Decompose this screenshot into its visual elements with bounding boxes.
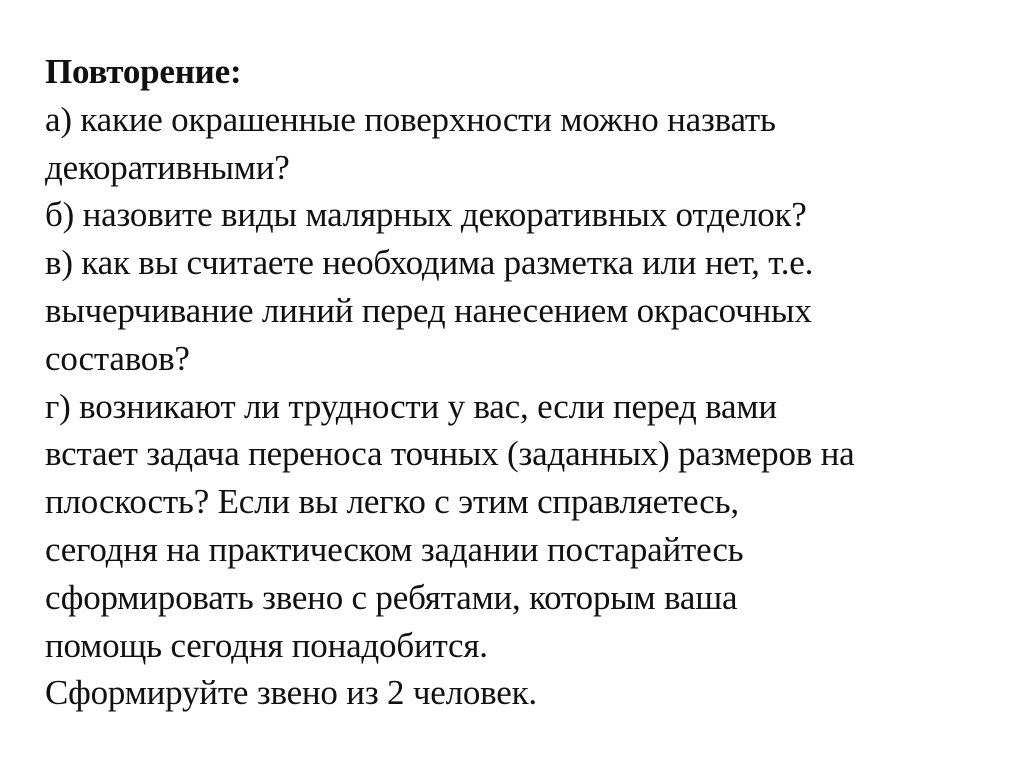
question-d-line-6: помощь сегодня понадобится. — [45, 625, 488, 665]
question-b-line-1: б) назовите виды малярных декоративных отделок? — [45, 195, 807, 235]
question-d-line-5: сформировать звено с ребятами, которым ваша — [45, 577, 738, 617]
instruction-line: Сформируйте звено из 2 человек. — [45, 673, 537, 713]
slide-title: Повторение: — [45, 52, 242, 91]
question-a-line-1: а) какие окрашенные поверхности можно назвать — [45, 99, 776, 139]
question-c-line-2: вычерчивание линий перед нанесением окрасочных — [45, 290, 812, 330]
slide-text-block — [45, 48, 1005, 717]
question-d-line-2: встает задача переноса точных (заданных) размеров на — [45, 434, 855, 474]
question-d-line-4: сегодня на практическом задании постарайтесь — [45, 529, 744, 569]
question-c-line-1: в) как вы считаете необходима разметка или нет, т.е. — [45, 243, 814, 283]
question-d-line-1: г) возникают ли трудности у вас, если перед вами — [45, 386, 777, 426]
question-c-line-3: составов? — [45, 338, 190, 378]
question-d-line-3: плоскость? Если вы легко с этим справляетесь, — [45, 482, 739, 522]
question-a-line-2: декоративными? — [45, 147, 290, 187]
